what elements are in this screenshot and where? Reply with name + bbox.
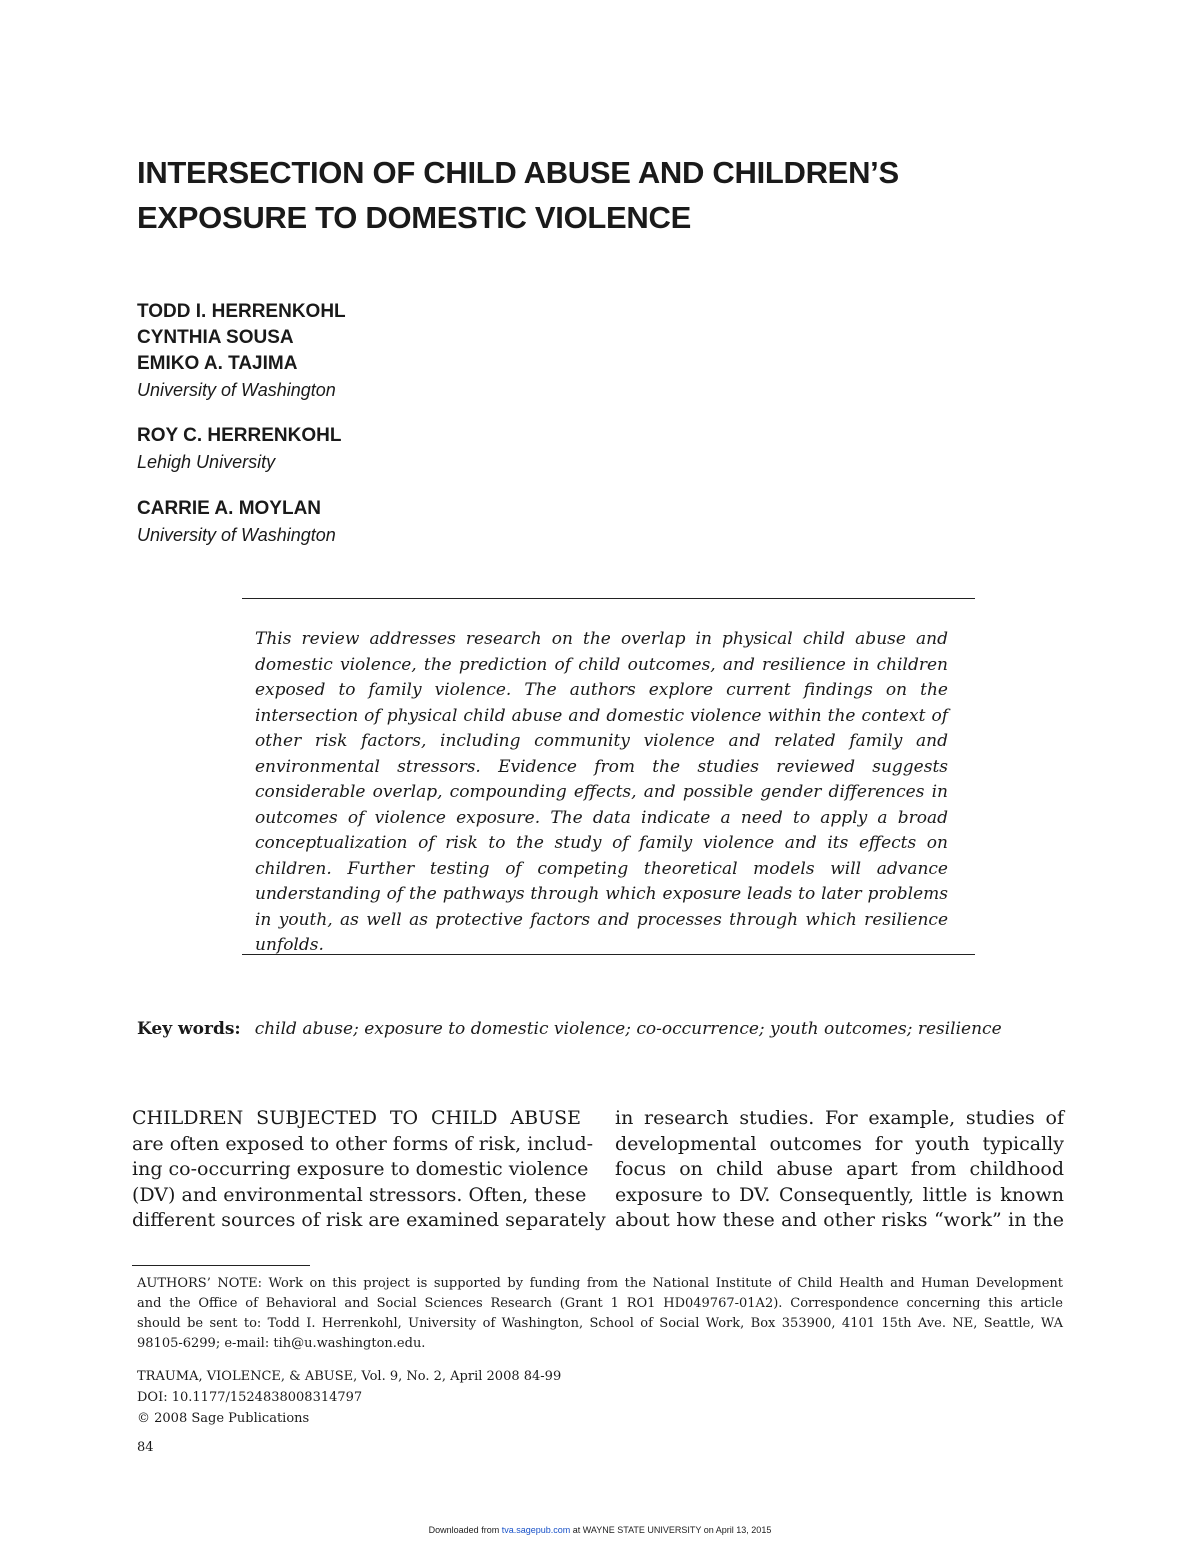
- article-title: [137, 150, 1037, 240]
- citation-block: [137, 1366, 561, 1429]
- download-notice: [0, 1525, 1200, 1535]
- body-line: (DV) and environmental stressors. Often, these: [132, 1183, 587, 1206]
- author-name: CARRIE A. MOYLAN: [137, 498, 322, 519]
- body-line: focus on child abuse apart from childhood: [615, 1158, 1064, 1180]
- body-line: are often exposed to other forms of risk, includ-: [132, 1132, 594, 1155]
- author-block: [137, 423, 341, 475]
- copyright: © 2008 Sage Publications: [137, 1411, 310, 1426]
- download-suffix: at WAYNE STATE UNIVERSITY on April 13, 2015: [570, 1525, 772, 1535]
- download-link[interactable]: tva.sagepub.com: [501, 1525, 571, 1535]
- footnote-line: should be sent to: Todd I. Herrenkohl, University of Washington, School of Social Work, Box 353900, 4101 15th Ave. NE, Seattle, WA: [137, 1316, 1063, 1331]
- title-line-2: EXPOSURE TO DOMESTIC VIOLENCE: [137, 200, 691, 235]
- body-column-left: [132, 1106, 606, 1234]
- author-affiliation: University of Washington: [137, 525, 336, 545]
- body-line: in research studies. For example, studies of: [615, 1107, 1064, 1129]
- authors-note: [137, 1274, 1063, 1354]
- author-name: TODD I. HERRENKOHL: [137, 301, 346, 322]
- body-line: about how these and other risks “work” in the: [615, 1209, 1064, 1231]
- journal-citation: TRAUMA, VIOLENCE, & ABUSE, Vol. 9, No. 2, April 2008 84-99: [137, 1369, 562, 1384]
- page-number: 84: [137, 1440, 154, 1455]
- body-line: ing co-occurring exposure to domestic violence: [132, 1158, 589, 1180]
- author-name: EMIKO A. TAJIMA: [137, 353, 298, 374]
- title-line-1: INTERSECTION OF CHILD ABUSE AND CHILDREN’S: [137, 155, 899, 190]
- abstract-top-rule: [242, 598, 975, 599]
- footnote-rule: [132, 1265, 310, 1266]
- body-line: exposure to DV. Consequently, little is known: [615, 1183, 1064, 1206]
- keywords-label: Key words:: [137, 1019, 241, 1039]
- footnote-line: and the Office of Behavioral and Social Sciences Research (Grant 1 RO1 HD049767-01A2). Correspondence concerning this article: [137, 1296, 1063, 1311]
- author-affiliation: Lehigh University: [137, 452, 276, 472]
- keywords-value: child abuse; exposure to domestic violence; co-occurrence; youth outcomes; resilience: [254, 1019, 1002, 1039]
- footnote-line: 98105-6299; e-mail: tih@u.washington.edu.: [137, 1336, 426, 1351]
- author-name: CYNTHIA SOUSA: [137, 327, 294, 348]
- abstract-bottom-rule: [242, 954, 975, 955]
- author-block: [137, 496, 336, 548]
- doi: DOI: 10.1177/1524838008314797: [137, 1390, 363, 1405]
- footnote-line: AUTHORS’ NOTE: Work on this project is supported by funding from the National Institute of Child Health and Human Development: [137, 1276, 1063, 1291]
- body-line: CHILDREN SUBJECTED TO CHILD ABUSE: [132, 1107, 581, 1129]
- body-column-right: [615, 1106, 1064, 1234]
- body-line: different sources of risk are examined separately: [132, 1209, 606, 1231]
- abstract-text: This review addresses research on the overlap in physical child abuse and domestic violence, the prediction of child outcomes, and resilience in children exposed to family violence. The authors explore current findings on the intersection of physical child abuse and domestic violence within the context of other risk factors, including community violence and related family and environmental stressors. Evidence from the studies reviewed suggests considerable overlap, compounding effects, and possible gender differences in outcomes of violence exposure. The data indicate a need to apply a broad conceptualization of risk to the study of family violence and its effects on children. Further testing of competing theoretical models will advance understanding of the pathways through which exposure leads to later problems in youth, as well as protective factors and processes through which resilience unfolds.: [255, 629, 948, 955]
- download-prefix: Downloaded from: [428, 1525, 502, 1535]
- author-block: [137, 299, 346, 403]
- body-line: developmental outcomes for youth typically: [615, 1132, 1064, 1155]
- author-affiliation: University of Washington: [137, 380, 336, 400]
- keywords: [137, 1017, 1037, 1041]
- author-name: ROY C. HERRENKOHL: [137, 425, 342, 446]
